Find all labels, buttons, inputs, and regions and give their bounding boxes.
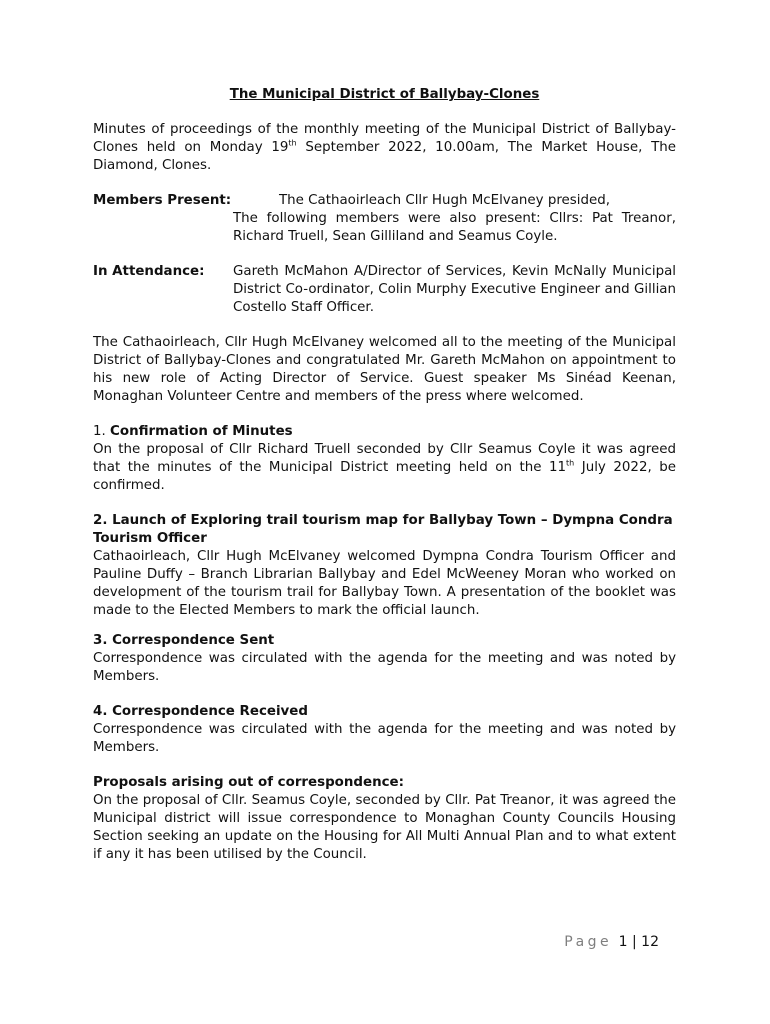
members-present-line1: The Cathaoirleach Cllr Hugh McElvaney presided, [279, 193, 610, 208]
section-1-heading [93, 423, 676, 441]
section-2-heading: 2. Launch of Exploring trail tourism map for Ballybay Town – Dympna Condra Tourism Officer [93, 513, 673, 546]
section-1-date-suffix: th [566, 458, 575, 468]
document-page [93, 86, 676, 881]
section-2-body: Cathaoirleach, Cllr Hugh McElvaney welcomed Dympna Condra Tourism Officer and Pauline Duffy – Branch Librarian Ballybay and Edel McWeeney Moran who worked on development of the tourism trail for Ballybay Town. A presentation of the booklet was made to the Elected Members to mark the official launch. [93, 549, 676, 618]
section-correspondence-sent [93, 632, 676, 686]
members-present-content [233, 192, 676, 246]
in-attendance-content [233, 263, 676, 317]
document-title: The Municipal District of Ballybay-Clones [229, 87, 540, 102]
page-word: Page [564, 934, 613, 950]
intro-text-part2: September 2022, 10.00am, The Market House, The Diamond, Clones. [93, 140, 676, 173]
proposals-body: On the proposal of Cllr. Seamus Coyle, seconded by Cllr. Pat Treanor, it was agreed the Municipal district will issue correspondence to Monaghan County Councils Housing Section seeking an update on the Housing for All Multi Annual Plan and to what extent if any it has been utilised by the Council. [93, 793, 676, 862]
total-pages: 12 [641, 934, 659, 950]
section-4-body: Correspondence was circulated with the agenda for the meeting and was noted by Members. [93, 722, 676, 755]
section-launch-trail-map [93, 512, 676, 620]
section-1-body [93, 441, 676, 495]
members-present-line2: The following members were also present: Cllrs: Pat Treanor, Richard Truell, Sean Gilliland and Seamus Coyle. [233, 211, 676, 244]
members-present-row [93, 192, 676, 246]
section-1-body-part2: July 2022, be confirmed. [93, 460, 676, 493]
section-3-heading: 3. Correspondence Sent [93, 633, 275, 648]
section-1-body-part1: On the proposal of Cllr Richard Truell seconded by Cllr Seamus Coyle it was agreed that the minutes of the Municipal District meeting held on the 11 [93, 442, 676, 475]
proposals-heading: Proposals arising out of correspondence: [93, 775, 404, 790]
in-attendance-row [93, 263, 676, 317]
section-confirmation-of-minutes [93, 423, 676, 495]
section-4-heading: 4. Correspondence Received [93, 704, 308, 719]
section-1-title: Confirmation of Minutes [110, 424, 293, 439]
in-attendance-label: In Attendance: [93, 264, 205, 279]
intro-paragraph [93, 121, 676, 175]
page-separator: | [632, 934, 637, 950]
intro-date-suffix: th [288, 138, 297, 148]
members-present-label: Members Present: [93, 193, 232, 208]
in-attendance-text: Gareth McMahon A/Director of Services, Kevin McNally Municipal District Co-ordinator, Colin Murphy Executive Engineer and Gillian Costello Staff Officer. [233, 264, 676, 315]
intro-text-part1: Minutes of proceedings of the monthly meeting of the Municipal District of Ballybay-Clones held on Monday 19 [93, 122, 676, 155]
welcome-paragraph: The Cathaoirleach, Cllr Hugh McElvaney welcomed all to the meeting of the Municipal District of Ballybay-Clones and congratulated Mr. Gareth McMahon on appointment to his new role of Acting Director of Service. Guest speaker Ms Sinéad Keenan, Monaghan Volunteer Centre and members of the press where welcomed. [93, 335, 676, 404]
section-3-body: Correspondence was circulated with the agenda for the meeting and was noted by Members. [93, 651, 676, 684]
section-proposals [93, 774, 676, 864]
page-number: 1 [618, 934, 628, 950]
section-correspondence-received [93, 703, 676, 757]
page-footer [93, 933, 659, 951]
section-1-number: 1. [93, 424, 111, 439]
